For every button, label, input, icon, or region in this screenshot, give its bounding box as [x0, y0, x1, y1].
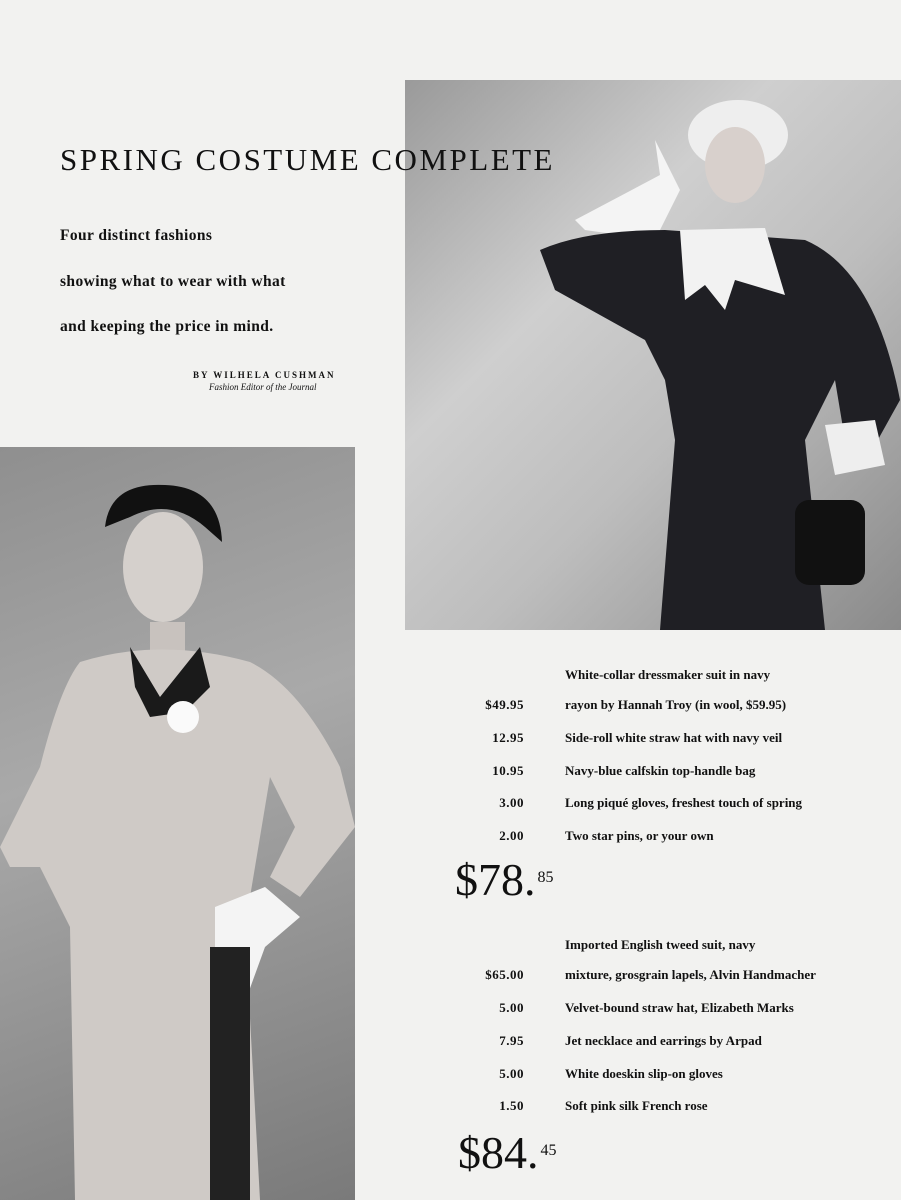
- item-description: White doeskin slip-on gloves: [565, 1066, 723, 1081]
- item-price: 12.95: [492, 730, 524, 745]
- subtitle-line-1: Four distinct fashions: [60, 227, 213, 244]
- item-price: 5.00: [499, 1066, 524, 1081]
- subtitle-line-2: showing what to wear with what: [60, 273, 286, 290]
- outfit-total: [458, 1127, 557, 1178]
- price-row: [440, 697, 900, 717]
- item-price: 10.95: [492, 763, 524, 778]
- item-description: Navy-blue calfskin top-handle bag: [565, 763, 756, 778]
- article-title: SPRING COSTUME COMPLETE: [60, 142, 555, 177]
- total-dollars: $78.: [455, 854, 536, 905]
- item-description: Soft pink silk French rose: [565, 1098, 708, 1113]
- price-row: [440, 1098, 900, 1118]
- photo-tweed-suit-model: [0, 447, 355, 1200]
- price-row: [440, 828, 900, 848]
- item-price: 7.95: [499, 1033, 524, 1048]
- model-silhouette-tweed: [0, 447, 355, 1200]
- subtitle-line-3: and keeping the price in mind.: [60, 318, 274, 335]
- price-row: [440, 937, 900, 957]
- item-description: Side-roll white straw hat with navy veil: [565, 730, 783, 745]
- item-description: Velvet-bound straw hat, Elizabeth Marks: [565, 1000, 794, 1015]
- byline-role: Fashion Editor of the Journal: [209, 382, 317, 392]
- byline: BY WILHELA CUSHMAN: [193, 370, 336, 380]
- item-description: rayon by Hannah Troy (in wool, $59.95): [565, 697, 787, 712]
- price-row: [440, 730, 900, 750]
- item-description: White-collar dressmaker suit in navy: [565, 667, 771, 682]
- item-price: 3.00: [499, 795, 524, 810]
- item-price: 2.00: [499, 828, 524, 843]
- price-row: [440, 763, 900, 783]
- total-dollars: $84.: [458, 1127, 539, 1178]
- item-description: Long piqué gloves, freshest touch of spring: [565, 795, 803, 810]
- total-cents: 85: [537, 869, 554, 886]
- price-row: [440, 967, 900, 987]
- price-row: [440, 1033, 900, 1053]
- item-description: Imported English tweed suit, navy: [565, 937, 756, 952]
- outfit-total: [455, 854, 554, 905]
- price-row: [440, 1066, 900, 1086]
- item-price: $49.95: [485, 697, 524, 712]
- item-price: $65.00: [485, 967, 524, 982]
- item-description: mixture, grosgrain lapels, Alvin Handmacher: [565, 967, 816, 982]
- price-row: [440, 795, 900, 815]
- total-cents: 45: [540, 1142, 557, 1159]
- item-price: 1.50: [499, 1098, 524, 1113]
- item-description: Jet necklace and earrings by Arpad: [565, 1033, 762, 1048]
- item-description: Two star pins, or your own: [565, 828, 714, 843]
- item-price: 5.00: [499, 1000, 524, 1015]
- price-row: [440, 1000, 900, 1020]
- price-row: [440, 667, 900, 687]
